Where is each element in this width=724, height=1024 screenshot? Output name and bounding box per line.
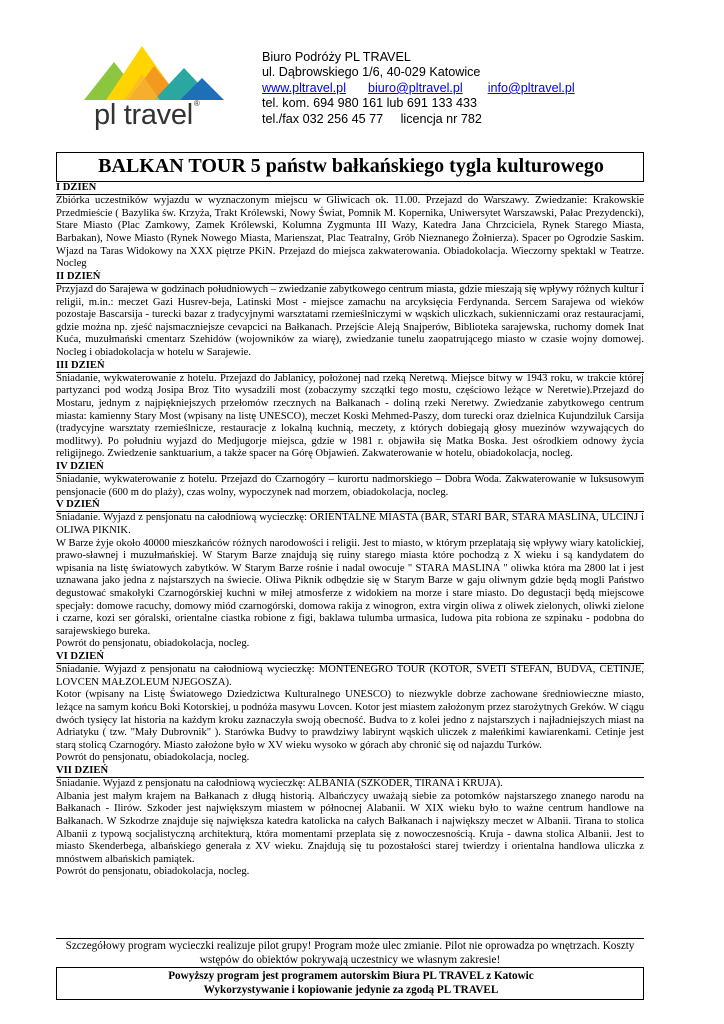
links-row xyxy=(262,81,575,96)
email-link-info[interactable]: info@pltravel.pl xyxy=(487,80,575,95)
day-heading: III DZIEŃ xyxy=(56,360,644,373)
day-section xyxy=(56,360,644,461)
day-paragraph: Śniadanie. Wyjazd z pensjonatu na całodniową wycieczkę: ORIENTALNE MIASTA (BAR, STARI BAR, STARA MASLINA, ULCINJ i OLIWA PIKNIK. xyxy=(56,512,644,537)
fax-license: tel./fax 032 256 45 77 licencja nr 782 xyxy=(262,111,482,126)
day-paragraph: Albania jest małym krajem na Bałkanach z długą historią. Albańczycy uważają siebie za potomków najstarszego znanego narodu na Bałkanach - Ilirów. Szkoder jest największym miastem w północnej Alabanii. W XIX wieku było to ważne centrum handlowe na Bałkanach. W Szkodrze znajduje się największa katedra katolicka na całych Bałkanach i największy meczet w Albanii. Tirana to stolica Albanii z typową socjalistyczną architekturą, która momentami przeplata się z nowoczesnością. Kruja - dawna stolica Albanii. Jest to miasto Skenderbega, albańskiego generała z XV wieku. Znajdują się tu pozostałości starej twierdzy i orientalna handlowa uliczka z mnóstwem albańskich pamiątek. xyxy=(56,790,644,865)
copyright-box xyxy=(56,967,644,1000)
page-title: BALKAN TOUR 5 państw bałkańskiego tygla kulturowego xyxy=(98,155,604,177)
logo-text: pl travel® xyxy=(94,99,200,131)
address: ul. Dąbrowskiego 1/6, 40-029 Katowice xyxy=(262,65,481,80)
logo-mountains-icon xyxy=(84,44,224,104)
day-section xyxy=(56,651,644,765)
day-section xyxy=(56,271,644,360)
logo xyxy=(84,44,224,134)
day-paragraph: Śniadanie. Wyjazd z pensjonatu na całodniową wycieczkę: ALBANIA (SZKODER, TIRANA i KRUJA). xyxy=(56,778,503,790)
day-section xyxy=(56,182,644,271)
footer-note-box xyxy=(56,938,644,968)
day-heading: I DZIEŃ xyxy=(56,182,644,195)
day-paragraph: W Barze żyje około 40000 mieszkańców różnych narodowości i religii. Jest to miasto, w którym przeplatają się wpływy wiary katolickiej, prawo-sławnej i muzułmańskiej. W Starym Barze znajdują się ruiny starego miasta które pochodzą z X wieku i są kandydatem do wpisania na listę światowych zabytków. W Starym Barze rośnie i nadal owocuje " STARA MASLINA " oliwka która ma 2800 lat i jest uznawana jako jedna z najstarszych na świecie. Oliwa Piknik odbędzie się w Starym Barze w gaju oliwnym gdzie będą mogli Państwo degustować smakołyki Czarnogórskiej kuchni w miłej atmosferze z widokiem na morze i stare miasto. Do degustacji będą miejscowe specjały: domowe racuchy, domowy miód czarnogórski, domowa rakija z winogron, extra virgin oliwa z oliwek zielonych, oliwki zielone i czarne, kozi ser góralski, orientalne ciastka robione z figi, baklawa tulumba urmasica, ludowa pita robiona ze szpinaku - podobna do sarajewskiego bureka. xyxy=(56,537,644,637)
day-paragraph: Kotor (wpisany na Listę Światowego Dziedzictwa Kulturalnego UNESCO) to niezwykle dobrze zachowane średniowieczne miasto, leżące na samym końcu Boki Kotorskiej, u podnóża masywu Lovcen. Kotor jest miastem założonym przez starożytnych Greków. W ciągu dwóch tysięcy lat historia na każdym kroku zaznaczyła swoją obecność. Budva to z kolei jedno z najstarszych i najładniejszych miast na Adriatyku ( tzw. "Mały Dubrovnik" ). Starówka Budvy to prawdziwy labirynt wąskich uliczek z małeńkimi kawiarenkami. Cetinje jest starą stolicą Czarnogóry. Miasto założone było w XV wieku wysoko w górach aby chronić się od najazdu Turków. xyxy=(56,689,644,751)
title-box xyxy=(56,152,644,182)
day-heading: VII DZIEŃ xyxy=(56,765,644,778)
day-paragraph: Zbiórka uczestników wyjazdu w wyznaczonym miejscu w Gliwicach ok. 11.00. Przejazd do Warszawy. Zwiedzanie: Krakowskie Przedmieście ( Bazylika św. Krzyża, Trakt Królewski, Nowy Świat, Pomnik M. Kopernika, Uniwersytet Warszawski, Pałac Prezydencki), Stare Miasto (Plac Zamkowy, Zamek Królewski, Kolumna Zygmunta III Wazy, Katedra Jana Chrzciciela, Rynek Starego Miasta, Barbakan), Nowe Miasto (Rynek Nowego Miasta, Marienszat, Plac Teatralny, Grób Nieznanego Żołnierza). Spacer po Ogrodzie Saskim. Wjazd na Taras Widokowy na XXX piętrze PKiN. Przejazd do miejsca zakwaterowania. Obiadokolacja. Wieczorny spektakl w Teatrze. Nocleg xyxy=(56,195,644,270)
day-heading: II DZIEŃ xyxy=(56,271,644,284)
day-paragraph: Śniadanie, wykwaterowanie z hotelu. Przejazd do Jablanicy, położonej nad rzeką Neretwą. Miejsce bitwy w 1943 roku, w trakcie której partyzanci pod wodzą Josipa Broz Tito wysadzili most (zobaczymy szczątki tego mostu, częściowo leżące w Neretwie).Przejazd do Mostaru, jednym z najpiękniejszych przełomów rzecznych na Bałkanach - doliną rzeki Neretwy. Zwiedzanie zabytkowego centrum miasta: kamienny Stary Most (wpisany na listę UNESCO), meczet Koski Mehmed-Paszy, dom turecki oraz dzielnica Kujundziluk Carsija (tradycyjne warsztaty rzemieślnicze, restauracje z lokalną kuchnią, meczety, z których dobiegają głosy muezinów wzywających do modlitwy). Po południu wyjazd do Medjugorje miejsca, gdzie w 1981 r. objawiła się Matka Boska. Jest ośrodkiem odnowy życia religijnego. Zwiedzenie sanktuarium, a także spacer na Górę Objawień. Zakwaterowanie w hotelu, obiadokolacja, nocleg. xyxy=(56,372,644,460)
itinerary xyxy=(56,182,644,879)
copyright-line-1: Powyższy program jest programem autorskim Biura PL TRAVEL z Katowic xyxy=(168,970,534,982)
day-paragraph: Powrót do pensjonatu, obiadokolacja, nocleg. xyxy=(56,866,250,878)
day-section xyxy=(56,499,644,651)
email-link-biuro[interactable]: biuro@pltravel.pl xyxy=(368,80,463,95)
day-section xyxy=(56,461,644,499)
day-section xyxy=(56,765,644,879)
day-heading: V DZIEŃ xyxy=(56,499,644,512)
page-header xyxy=(0,0,724,150)
phone: tel. kom. 694 980 161 lub 691 133 433 xyxy=(262,96,477,111)
day-paragraph: Śniadanie, wykwaterowanie z hotelu. Przejazd do Czarnogóry – kurortu nadmorskiego – Dobra Woda. Zakwaterowanie w luksusowym pensjonacie (600 m do plaży), czas wolny, wypoczynek nad morzem, obiadokolacja, nocleg. xyxy=(56,474,644,498)
footer-note: Szczegółowy program wycieczki realizuje pilot grupy! Program może ulec zmianie. Pilot nie oprowadza po wnętrzach. Koszty wstępów do obiektów pokrywają uczestnicy we własnym zakresie! xyxy=(65,940,635,966)
day-paragraph: Przyjazd do Sarajewa w godzinach południowych – zwiedzanie zabytkowego centrum miasta, gdzie mieszają się wpływy różnych kultur i religii, m.in.: meczet Gazi Husrev-beja, Latinski Most - miejsce zamachu na arcyksięcia Ferdynanda. Sercem Sarajewa od wieków pozostaje Bascarsija - turecki bazar z tradycyjnymi warsztatami rzemieślniczymi w wąskich uliczkach, sukienniczami oraz restauracjami, gdzie można np. zjeść najsmaczniejsze cevapcici na Bałkanach. Przejście Aleją Snajperów, Biblioteka sarajewska, ruchomy domek Inat Kuća, muzułmański cmentarz Szehidów (wojowników za wiarę), zwiedzanie tunelu zaopatrującego miasto w czasie wojny domowej. Nocleg i obiadokolacja w hotelu w Sarajewie. xyxy=(56,283,644,358)
website-link[interactable]: www.pltravel.pl xyxy=(262,80,346,95)
copyright-text xyxy=(57,969,645,997)
copyright-line-2: Wykorzystywanie i kopiowanie jedynie za zgodą PL TRAVEL xyxy=(203,984,499,997)
day-paragraph: Powrót do pensjonatu, obiadokolacja, nocleg. xyxy=(56,752,250,764)
day-paragraph: Powrót do pensjonatu, obiadokolacja, nocleg. xyxy=(56,638,250,650)
agency-name: Biuro Podróży PL TRAVEL xyxy=(262,50,411,64)
day-heading: VI DZIEŃ xyxy=(56,651,644,664)
contact-block xyxy=(262,50,575,127)
day-paragraph: Śniadanie. Wyjazd z pensjonatu na całodniową wycieczkę: MONTENEGRO TOUR (KOTOR, SVETI STEFAN, BUDVA, CETINJE, LOVCEN MAŁZOLEUM NJEGOSZA). xyxy=(56,664,644,688)
day-heading: IV DZIEŃ xyxy=(56,461,644,474)
